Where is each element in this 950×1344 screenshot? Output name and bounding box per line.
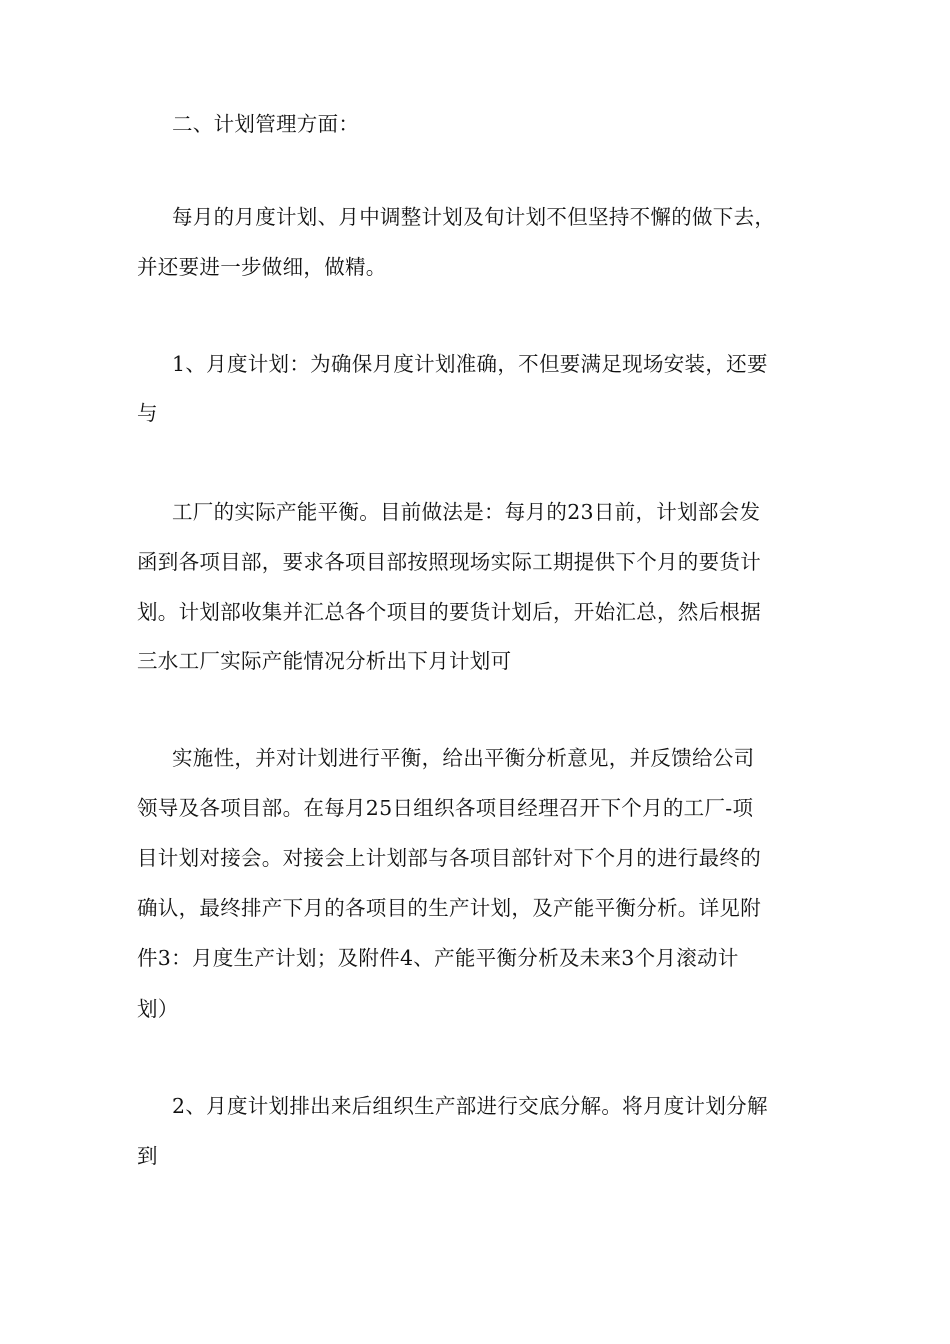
paragraph-line: 每月的月度计划、月中调整计划及旬计划不但坚持不懈的做下去， — [172, 205, 776, 229]
paragraph-line: 工厂的实际产能平衡。目前做法是：每月的23日前，计划部会发 — [172, 500, 761, 524]
paragraph-line: 目计划对接会。对接会上计划部与各项目部针对下个月的进行最终的 — [137, 846, 761, 870]
section-heading: 二、计划管理方面： — [172, 112, 360, 136]
paragraph-line: 2、月度计划排出来后组织生产部进行交底分解。将月度计划分解 — [172, 1094, 768, 1118]
paragraph-line: 划） — [137, 997, 179, 1021]
paragraph-line: 1、月度计划：为确保月度计划准确，不但要满足现场安装，还要 — [172, 352, 768, 376]
paragraph-line: 实施性，并对计划进行平衡，给出平衡分析意见，并反馈给公司 — [172, 746, 755, 770]
paragraph-line: 划。计划部收集并汇总各个项目的要货计划后，开始汇总，然后根据 — [137, 600, 761, 624]
paragraph-line: 领导及各项目部。在每月25日组织各项目经理召开下个月的工厂-项 — [137, 796, 754, 820]
paragraph-line: 并还要进一步做细，做精。 — [137, 255, 387, 279]
paragraph-line: 函到各项目部，要求各项目部按照现场实际工期提供下个月的要货计 — [137, 550, 761, 574]
paragraph-line: 三水工厂实际产能情况分析出下月计划可 — [137, 649, 512, 673]
paragraph-line: 与 — [137, 401, 158, 425]
paragraph-line: 件3：月度生产计划；及附件4、产能平衡分析及未来3个月滚动计 — [137, 946, 739, 970]
paragraph-line: 确认，最终排产下月的各项目的生产计划，及产能平衡分析。详见附 — [137, 896, 761, 920]
paragraph-line: 到 — [137, 1144, 158, 1168]
